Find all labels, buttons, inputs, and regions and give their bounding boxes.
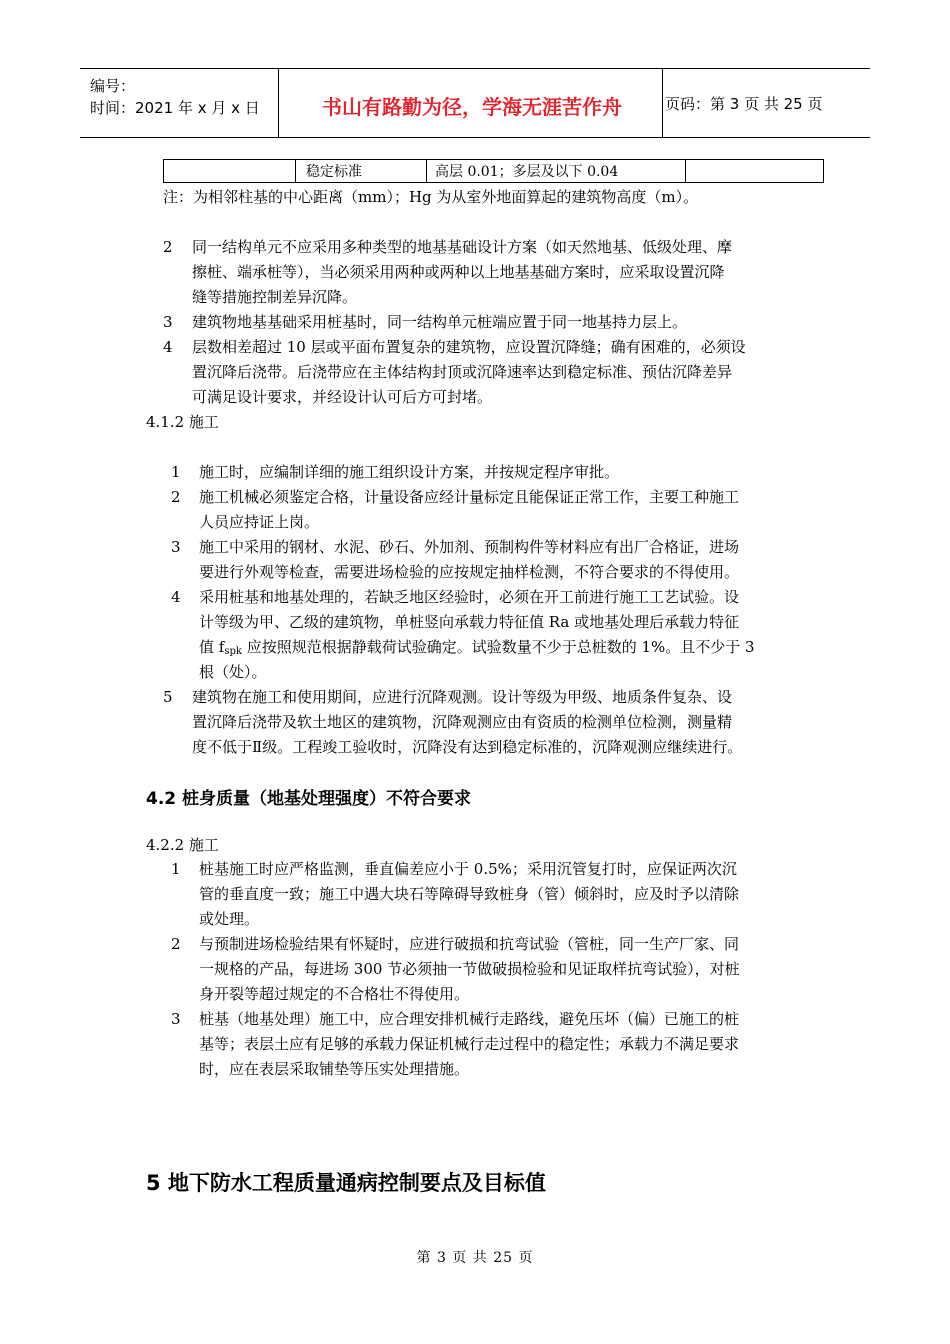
header-meta xyxy=(90,75,260,119)
list-item-number: 4 xyxy=(163,338,173,356)
list-item-line: 层数相差超过 10 层或平面布置复杂的建筑物，应设置沉降缝；确有困难的，必须设 xyxy=(192,338,746,356)
header-divider xyxy=(662,69,663,137)
list-item-line: 采用桩基和地基处理的，若缺乏地区经验时，必须在开工前进行施工工艺试验。设 xyxy=(199,588,740,606)
chapter-heading-5: 5 地下防水工程质量通病控制要点及目标值 xyxy=(146,1171,546,1195)
list-item-line: 施工中采用的钢材、水泥、砂石、外加剂、预制构件等材料应有出厂合格证，进场 xyxy=(199,538,740,556)
list-item-line: 置沉降后浇带及软土地区的建筑物，沉降观测应由有资质的检测单位检测，测量精 xyxy=(192,713,733,731)
list-item-number: 2 xyxy=(171,935,181,953)
header-divider xyxy=(278,69,279,137)
subscript-spk: spk xyxy=(224,646,242,657)
list-item-line: 建筑物地基基础采用桩基时，同一结构单元桩端应置于同一地基持力层上。 xyxy=(192,313,688,331)
list-item-line: 桩基施工时应严格监测，垂直偏差应小于 0.5%；采用沉管复打时，应保证两次沉 xyxy=(199,860,737,878)
header-time-label: 时间：2021 年 x 月 x 日 xyxy=(90,99,260,117)
list-item-number: 3 xyxy=(163,313,173,331)
list-item-line: 要进行外观等检查，需要进场检验的应按规定抽样检测，不符合要求的不得使用。 xyxy=(199,563,740,581)
list-item-line: 基等；表层土应有足够的承载力保证机械行走过程中的稳定性；承载力不满足要求 xyxy=(199,1035,740,1053)
table-cell-value: 高层 0.01；多层及以下 0.04 xyxy=(435,164,619,180)
list-item-line: 擦桩、端承桩等），当必须采用两种或两种以上地基基础方案时，应采取设置沉降 xyxy=(192,263,725,281)
list-item-line: 施工机械必须鉴定合格，计量设备应经计量标定且能保证正常工作，主要工种施工 xyxy=(199,488,740,506)
list-item-line: 同一结构单元不应采用多种类型的地基基础设计方案（如天然地基、低级处理、摩 xyxy=(192,238,733,256)
list-item-line: 时，应在表层采取铺垫等压实处理措施。 xyxy=(199,1060,470,1078)
standards-table-row xyxy=(163,159,824,183)
list-item-number: 1 xyxy=(171,860,181,878)
list-item-line: 一规格的产品，每进场 300 节必须抽一节做破损检验和见证取样抗弯试验），对桩 xyxy=(199,960,740,978)
page-header xyxy=(80,68,870,138)
list-item-line: 缝等措施控制差异沉降。 xyxy=(192,288,358,306)
page-footer: 第 3 页 共 25 页 xyxy=(416,1250,534,1266)
list-item-line: 施工时，应编制详细的施工组织设计方案，并按规定程序审批。 xyxy=(199,463,620,481)
list-item-line xyxy=(199,635,755,665)
list-item-number: 5 xyxy=(163,688,173,706)
list-item-line: 或处理。 xyxy=(199,910,260,928)
header-code-label: 编号： xyxy=(90,77,136,95)
table-cell-divider xyxy=(685,160,686,182)
list-item-line: 置沉降后浇带。后浇带应在主体结构封顶或沉降速率达到稳定标准、预估沉降差异 xyxy=(192,363,733,381)
list-item-number: 4 xyxy=(171,588,181,606)
header-motto: 书山有路勤为径，学海无涯苦作舟 xyxy=(322,95,622,119)
list-item-line: 桩基（地基处理）施工中，应合理安排机械行走路线，避免压坏（偏）已施工的桩 xyxy=(199,1010,740,1028)
header-page-info: 页码：第 3 页 共 25 页 xyxy=(665,95,823,113)
text-fragment: 值 f xyxy=(199,638,225,656)
list-item-line: 与预制进场检验结果有怀疑时，应进行破损和抗弯试验（管桩，同一生产厂家、同 xyxy=(199,935,740,953)
section-heading-4-2: 4.2 桩身质量（地基处理强度）不符合要求 xyxy=(146,789,472,809)
table-cell-divider xyxy=(426,160,427,182)
section-heading-4-1-2: 4.1.2 施工 xyxy=(146,413,219,431)
list-item-line: 建筑物在施工和使用期间，应进行沉降观测。设计等级为甲级、地质条件复杂、设 xyxy=(192,688,733,706)
list-item-line: 度不低于Ⅱ级。工程竣工验收时，沉降没有达到稳定标准的，沉降观测应继续进行。 xyxy=(192,738,743,756)
table-cell-standard: 稳定标准 xyxy=(306,164,362,180)
list-item-number: 1 xyxy=(171,463,181,481)
list-item-line: 人员应持证上岗。 xyxy=(199,513,320,531)
list-item-number: 2 xyxy=(171,488,181,506)
section-heading-4-2-2: 4.2.2 施工 xyxy=(146,836,219,854)
text-fragment: 应按照规范根据静载荷试验确定。试验数量不少于总桩数的 1%。且不少于 3 xyxy=(241,638,755,656)
table-cell-divider xyxy=(295,160,296,182)
list-item-number: 3 xyxy=(171,538,181,556)
list-item-line: 根（处）。 xyxy=(199,663,267,681)
list-item-line: 计等级为甲、乙级的建筑物，单桩竖向承载力特征值 Ra 或地基处理后承载力特征 xyxy=(199,613,740,631)
list-item-number: 3 xyxy=(171,1010,181,1028)
list-item-line: 身开裂等超过规定的不合格壮不得使用。 xyxy=(199,985,470,1003)
list-item-number: 2 xyxy=(163,238,173,256)
list-item-line: 管的垂直度一致；施工中遇大块石等障碍导致桩身（管）倾斜时，应及时予以清除 xyxy=(199,885,740,903)
list-item-line: 可满足设计要求，并经设计认可后方可封堵。 xyxy=(192,388,493,406)
table-note: 注：为相邻柱基的中心距离（mm）；Hg 为从室外地面算起的建筑物高度（m）。 xyxy=(163,188,699,206)
